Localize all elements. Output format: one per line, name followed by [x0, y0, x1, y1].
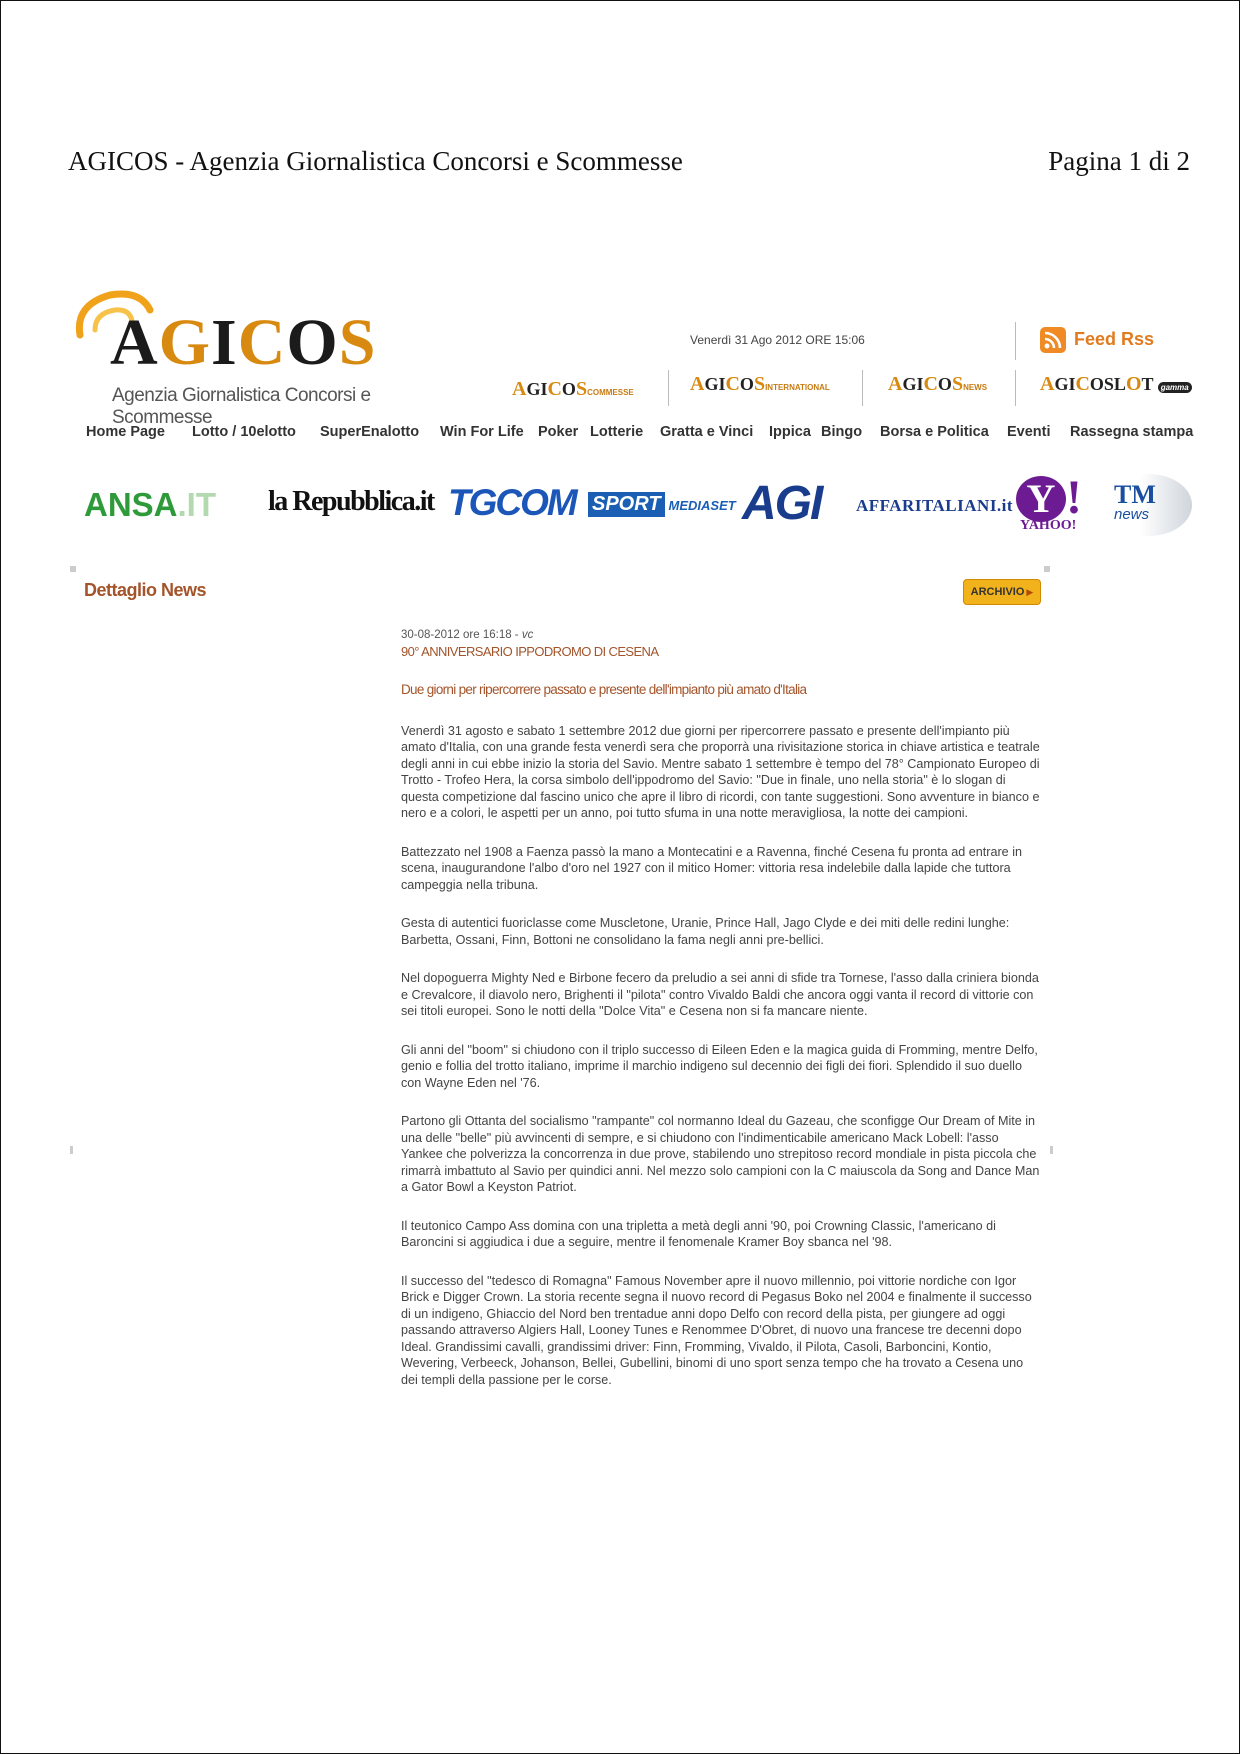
yahoo-logo[interactable]: Y ! YAHOO!	[1016, 476, 1088, 538]
article-paragraph: Partono gli Ottanta del socialismo "rampante" col normanno Ideal du Gazeau, che sconfigge Our Dream of Mite in una delle "belle" più avvincenti di sempre, e si chiudono con l'indimenticabile americano Mack Lobell: l'asso Yankee che polverizza la concorrenza in due prove, stabilendo uno strepitoso record mondiale in pista piccola che rimarrà imbattuto al Savio per quindici anni. Nel mezzo solo campioni con la C maiuscola da Song and Dance Man a Gator Bowl a Keyston Patriot.	[401, 1114, 1040, 1194]
agicoslot-logo[interactable]: AGICOSLOT gamma	[1040, 373, 1192, 399]
nav-lotto[interactable]: Lotto / 10elotto	[192, 424, 296, 440]
divider	[668, 370, 669, 406]
agicos-international-logo[interactable]: AGICOSINTERNATIONAL	[690, 373, 830, 395]
article-paragraph: Venerdì 31 agosto e sabato 1 settembre 2012 due giorni per ripercorrere passato e presente dell'impianto più amato d'Italia, con una grande festa venerdì sera che proporrà una rivisitazione storica in chiave artistica e teatrale degli anni in cui ebbe inizio la storia del Savio. Mentre sabato 1 settembre è tempo del 78° Campionato Europeo di Trotto - Trofeo Hera, la corsa simbolo dell'ippodromo del Savio: "Due in finale, uno nella storia" è lo slogan di questa competizione dal fascino unico che apre il libro di ricordi, con tante suggestioni. Sono avventure in bianco e nero e a colori, le aspetti per un anno, poi tutto sfuma in una notte meravigliosa, la notte dei campioni.	[401, 723, 1040, 820]
box-corner	[70, 1146, 73, 1154]
divider	[1015, 370, 1016, 406]
nav-poker[interactable]: Poker	[538, 424, 579, 440]
rss-icon	[1040, 327, 1066, 353]
agicos-logo[interactable]	[70, 285, 390, 428]
article-paragraph: Gesta di autentici fuoriclasse come Muscletone, Uranie, Prince Hall, Jago Clyde e dei miti delle redini lunghe: Barbetta, Ossani, Finn, Bottoni ne consolidano la fama negli anni pre-bellici.	[401, 916, 1010, 947]
article	[401, 627, 1041, 1388]
print-header	[68, 146, 1210, 186]
repubblica-logo[interactable]: la Repubblica.it	[268, 486, 434, 517]
nav-superenalotto[interactable]: SuperEnalotto	[320, 424, 420, 440]
divider	[1015, 322, 1016, 360]
nav-win-for-life[interactable]: Win For Life	[440, 424, 524, 440]
nav-gratta-e-vinci[interactable]: Gratta e Vinci	[660, 424, 754, 440]
print-title: AGICOS - Agenzia Giornalistica Concorsi e Scommesse	[68, 146, 683, 176]
tm-news-logo[interactable]: TM news	[1106, 474, 1192, 536]
nav-rassegna-stampa[interactable]: Rassegna stampa	[1070, 424, 1194, 440]
box-corner	[70, 566, 76, 572]
section-title: Dettaglio News	[84, 580, 207, 600]
ansa-logo[interactable]: ANSA.IT	[84, 486, 217, 523]
nav-eventi[interactable]: Eventi	[1007, 424, 1051, 440]
article-subheading: Due giorni per ripercorrere passato e presente dell'impianto più amato d'Italia	[401, 682, 807, 697]
box-corner	[1044, 566, 1050, 572]
archive-button[interactable]: ARCHIVIO ▶	[963, 579, 1041, 605]
article-paragraph: Il successo del "tedesco di Romagna" Famous November apre il nuovo millennio, poi vittorie nordiche con Igor Brick e Digger Crown. La storia recente segna il nuovo record di Pegasus Boko nel 2004 e finalmente il successo di un indigeno, Ghiaccio del Nord ben trentadue anni dopo Delfo con record della pista, per giungere ad oggi passando attraverso Algiers Hall, Looney Tunes e Renommee D'Obret, di nuovo una francese tre decenni dopo Ideal. Grandissimi cavalli, grandissimi driver: Finn, Fromming, Vivaldo, il Pilota, Casoli, Barboncini, Kontio, Wevering, Verbeeck, Johanson, Bellei, Gubellini, binomi di uno sport senza tempo che ha trovato a Cesena uno dei templi della passione per le corse.	[401, 1273, 1032, 1387]
logo-word: AGICOS	[110, 306, 377, 379]
box-corner	[1050, 1146, 1053, 1154]
agicos-news-logo[interactable]: AGICOSNEWS	[888, 373, 988, 395]
tgcom-logo[interactable]: TGCOM	[448, 482, 576, 523]
affaritaliani-logo[interactable]: AFFARITALIANI.it	[856, 496, 1014, 515]
article-paragraph: Gli anni del "boom" si chiudono con il triplo successo di Eileen Eden e la magica guida di Fromming, mentre Delfo, genio e follia del trotto italiano, imprime il marchio indigeno sul decennio dei figli dei fiori. Splendido il suo duello con Wayne Eden nel '76.	[401, 1042, 1038, 1090]
article-datetime: 30-08-2012 ore 16:18 -	[401, 629, 522, 641]
article-paragraph: Battezzato nel 1908 a Faenza passò la mano a Montecatini e a Ravenna, finché Cesena fu pronta ad entrare in scena, inaugurandone l'albo d'oro nel 1927 con il mitico Homer: vittoria resa indelebile dalla lapide che tuttora campeggia nella tribuna.	[401, 844, 1022, 892]
nav-lotterie[interactable]: Lotterie	[590, 424, 644, 440]
arrow-right-icon: ▶	[1026, 587, 1034, 597]
sport-mediaset-logo[interactable]: SPORT MEDIASET	[588, 492, 736, 552]
article-paragraph: Il teutonico Campo Ass domina con una tripletta a metà degli anni '90, poi Crowning Classic, l'americano di Baroncini si aggiudica i due a seguire, mentre il fenomenale Kramer Boy sbanca nel '98.	[401, 1218, 996, 1249]
nav-borsa-e-politica[interactable]: Borsa e Politica	[880, 424, 989, 440]
article-headline: 90° ANNIVERSARIO IPPODROMO DI CESENA	[401, 643, 659, 659]
nav-ippica[interactable]: Ippica	[769, 424, 811, 440]
current-date: Venerdì 31 Ago 2012 ORE 15:06	[690, 333, 865, 347]
agi-logo[interactable]: AGI	[742, 477, 822, 530]
nav-bingo[interactable]: Bingo	[821, 424, 863, 440]
article-paragraph: Nel dopoguerra Mighty Ned e Birbone fecero da preludio a sei anni di sfide tra Tornese, l'asso dalla criniera bionda e Crevalcore, il diavolo nero, Brighenti il "pilota" contro Vivaldo Baldi che ancora oggi vanta il record di vittorie con sei titoli europei. Sono le notti della "Dolce Vita" e Cesena non si fa mancare niente.	[401, 971, 1039, 1018]
feed-rss-label: Feed Rss	[1074, 329, 1155, 349]
agicos-commesse-logo[interactable]: AGICOSCOMMESSE	[512, 378, 634, 400]
article-author: vc	[521, 629, 534, 641]
divider	[862, 370, 863, 406]
article-meta	[401, 627, 1041, 644]
nav-home[interactable]: Home Page	[86, 424, 165, 440]
logo-subtitle: Agenzia Giornalistica Concorsi e Scommesse	[112, 385, 371, 428]
page-number: Pagina 1 di 2	[1048, 146, 1190, 176]
